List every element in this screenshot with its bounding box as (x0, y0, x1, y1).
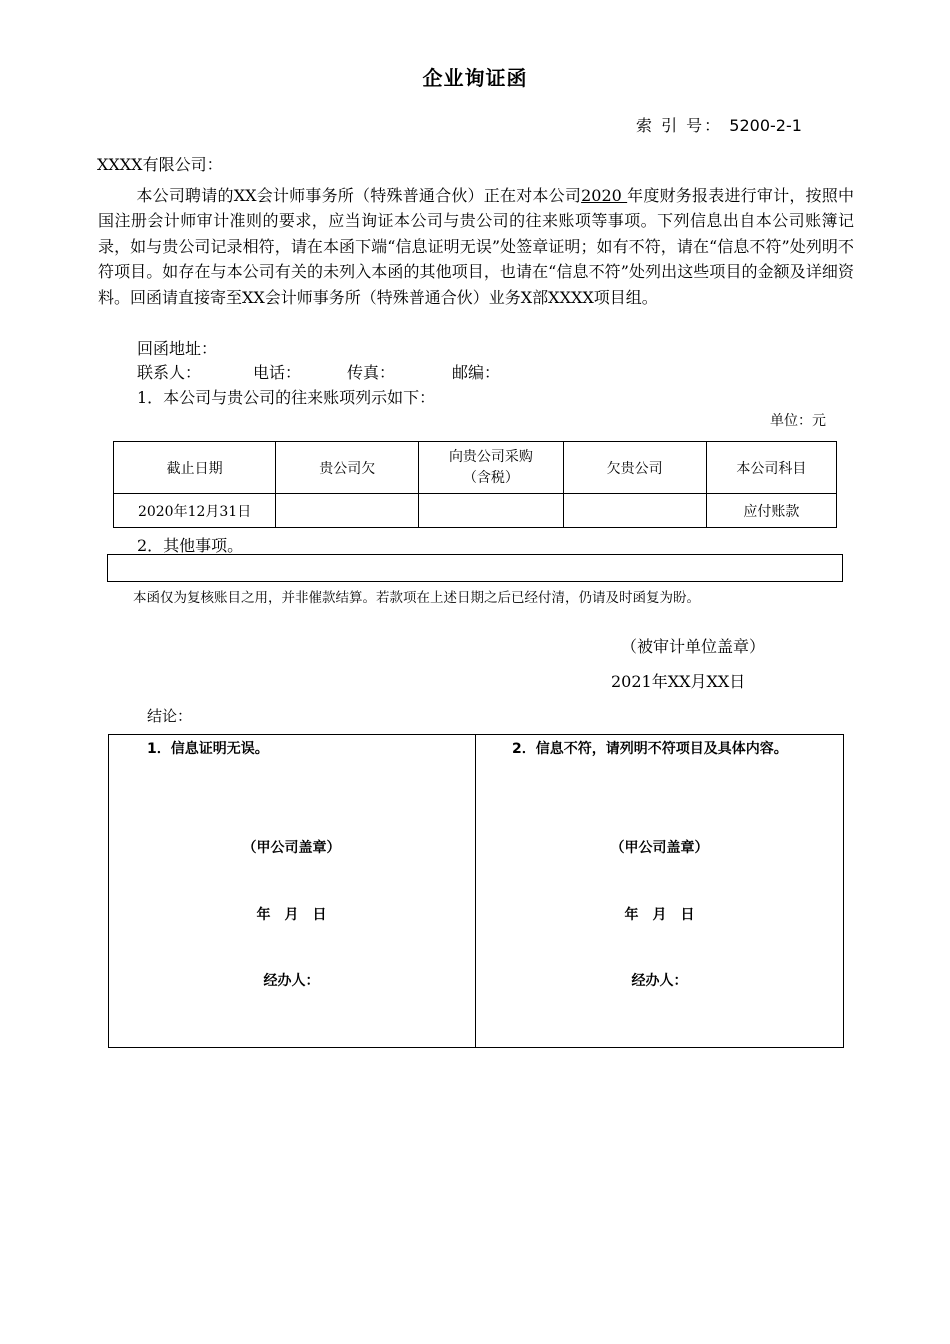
table-header-row (114, 442, 837, 494)
right-panel-date: 年 月 日 (624, 907, 695, 923)
cell-purchases (419, 494, 563, 528)
conclusion-box (108, 734, 844, 1048)
left-panel-heading: 1．信息证明无误。 (147, 741, 269, 757)
cell-owed-to-you (563, 494, 706, 528)
header-owed-to-you: 欠贵公司 (563, 442, 706, 494)
header-cutoff-date: 截止日期 (114, 442, 276, 494)
header-owed-by-you: 贵公司欠 (276, 442, 419, 494)
header-account-subject: 本公司科目 (706, 442, 836, 494)
index-label: 索 引 号： (636, 116, 723, 135)
unit-label: 单位：元 (770, 413, 826, 429)
right-panel-handler: 经办人： (631, 973, 688, 989)
auditee-stamp: （被审计单位盖章） (621, 637, 766, 656)
conclusion-divider (475, 734, 476, 1047)
cell-account-subject: 应付账款 (706, 494, 836, 528)
conclusion-label: 结论： (147, 707, 193, 725)
item-1-heading: 1．本公司与贵公司的往来账项列示如下： (137, 388, 436, 407)
audit-year: 2020 (581, 186, 628, 205)
postcode-label: 邮编： (452, 363, 501, 382)
disclaimer-note: 本函仅为复核账目之用，并非催款结算。若款项在上述日期之后已经付清，仍请及时函复为盼。 (133, 590, 700, 606)
header-purchases-line1: 向贵公司采购 (448, 448, 533, 465)
body-text-part-2: 年度财务报表进行审计，按照中国注册会计师审计准则的要求，应当询证本公司与贵公司的往来账项等事项。下列信息出自本公司账簿记录，如与贵公司记录相符，请在本函下端“信息证明无误”处签章证明；如有不符，请在“信息不符”处列明不符项目。如存在与本公司有关的未列入本函的其他项目，也请在“信息不符”处列出这些项目的金额及详细资料。回函请直接寄至XX会计师事务所（特殊普通合伙）业务X部XXXX项目组。 (98, 186, 854, 307)
left-panel-date: 年 月 日 (256, 907, 327, 923)
left-panel-seal: （甲公司盖章） (242, 840, 341, 856)
letter-date: 2021年XX月XX日 (611, 672, 746, 691)
cell-cutoff-date: 2020年12月31日 (114, 494, 276, 528)
document-title: 企业询证函 (422, 66, 528, 90)
header-purchases-line2: （含税） (462, 469, 519, 486)
body-paragraph (98, 183, 854, 310)
index-number (636, 113, 802, 136)
left-panel-handler: 经办人： (263, 973, 320, 989)
accounts-table (113, 441, 837, 528)
right-panel-heading: 2．信息不符，请列明不符项目及具体内容。 (512, 741, 788, 757)
right-panel-seal: （甲公司盖章） (610, 840, 709, 856)
contact-label: 联系人： (137, 363, 202, 382)
other-matters-box (107, 554, 843, 582)
addressee: XXXX有限公司： (97, 155, 223, 174)
index-value: 5200-2-1 (729, 116, 802, 135)
header-purchases (419, 442, 563, 494)
phone-label: 电话： (253, 363, 302, 382)
fax-label: 传真： (347, 363, 396, 382)
body-text-part-1: 本公司聘请的XX会计师事务所（特殊普通合伙）正在对本公司 (136, 186, 582, 205)
table-row (114, 494, 837, 528)
return-address: 回函地址： (137, 339, 218, 358)
cell-owed-by-you (276, 494, 419, 528)
item-2-heading: 2．其他事项。 (137, 536, 244, 555)
